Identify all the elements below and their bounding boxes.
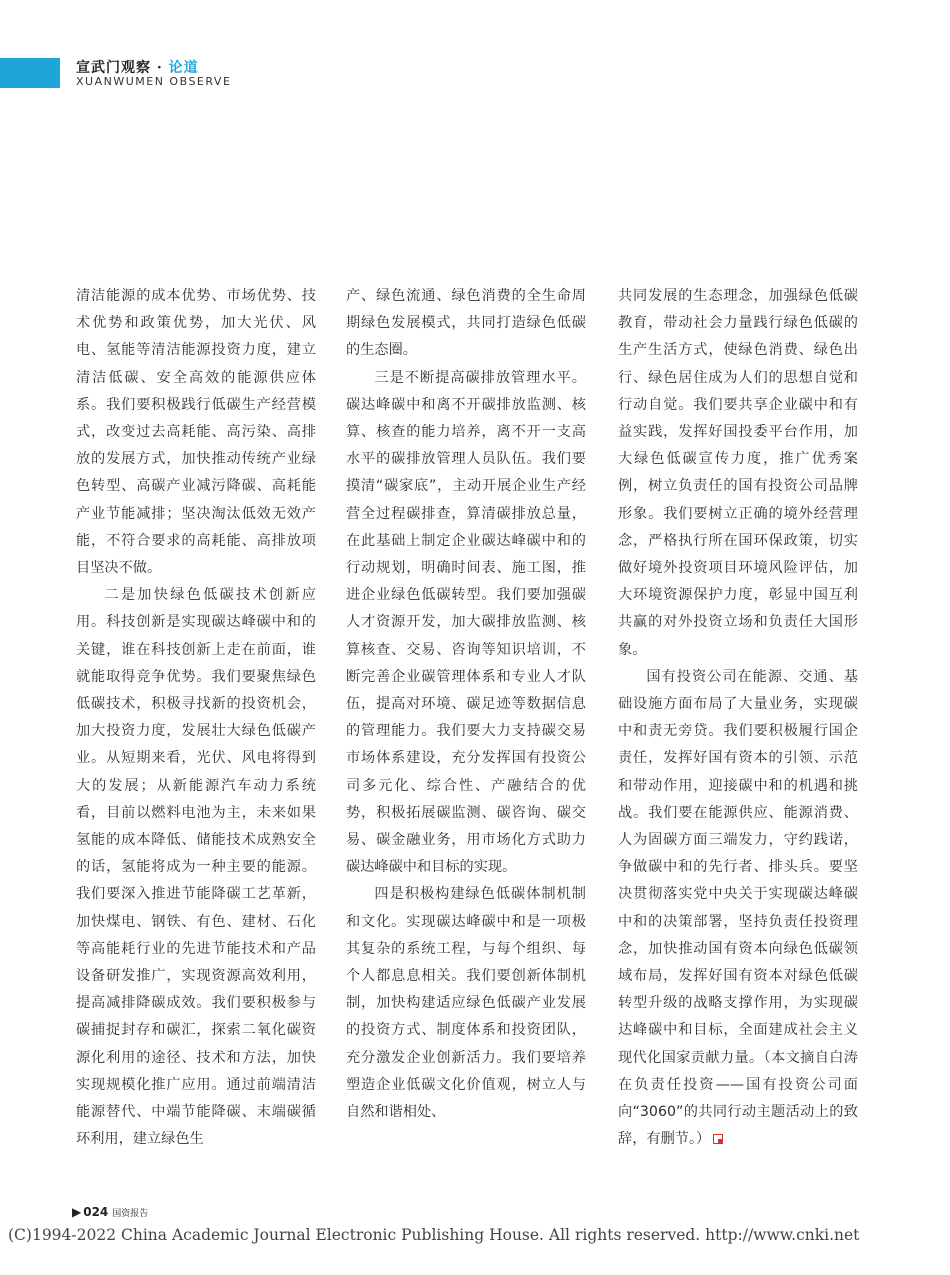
article-column-2 <box>346 283 586 1126</box>
paragraph: 三是不断提高碳排放管理水平。碳达峰碳中和离不开碳排放监测、核算、核查的能力培养，离不开一支高水平的碳排放管理人员队伍。我们要摸清“碳家底”，主动开展企业生产经营全过程碳排查，算清碳排放总量，在此基础上制定企业碳达峰碳中和的行动规划，明确时间表、施工图，推进企业绿色低碳转型。我们要加强碳人才资源开发，加大碳排放监测、核算核查、交易、咨询等知识培训，不断完善企业碳管理体系和专业人才队伍，提高对环境、碳足迹等数据信息的管理能力。我们要大力支持碳交易市场体系建设，充分发挥国有投资公司多元化、综合性、产融结合的优势，积极拓展碳监测、碳咨询、碳交易、碳金融业务，用市场化方式助力碳达峰碳中和目标的实现。 <box>346 369 586 876</box>
section-title-accent: 论道 <box>168 60 199 76</box>
page-footer <box>72 1205 148 1219</box>
header-accent-bar <box>0 58 60 88</box>
magazine-name: 国资报告 <box>112 1209 149 1219</box>
page-marker-icon: ▶ <box>72 1205 82 1219</box>
section-title-main: 宣武门观察 · <box>76 60 169 76</box>
section-title <box>76 57 199 77</box>
article-column-1 <box>76 283 316 1154</box>
paragraph: 清洁能源的成本优势、市场优势、技术优势和政策优势，加大光伏、风电、氢能等清洁能源投资力度，建立清洁低碳、安全高效的能源供应体系。我们要积极践行低碳生产经营模式，改变过去高耗能、高污染、高排放的发展方式，加快推动传统产业绿色转型、高碳产业减污降碳、高耗能产业节能减排；坚决淘汰低效无效产能，不符合要求的高耗能、高排放项目坚决不做。 <box>76 288 316 577</box>
section-subtitle: XUANWUMEN OBSERVE <box>76 75 232 88</box>
end-mark-icon <box>713 1134 723 1144</box>
paragraph: 二是加快绿色低碳技术创新应用。科技创新是实现碳达峰碳中和的关键，谁在科技创新上走在前面，谁就能取得竞争优势。我们要聚焦绿色低碳技术，积极寻找新的投资机会，加大投资力度，发展壮大绿色低碳产业。从短期来看，光伏、风电将得到大的发展；从新能源汽车动力系统看，目前以燃料电池为主，未来如果氢能的成本降低、储能技术成熟安全的话，氢能将成为一种主要的能源。我们要深入推进节能降碳工艺革新，加快煤电、钢铁、有色、建材、石化等高能耗行业的先进节能技术和产品设备研发推广，实现资源高效利用，提高减排降碳成效。我们要积极参与碳捕捉封存和碳汇，探索二氧化碳资源化利用的途径、技术和方法，加快实现规模化推广应用。通过前端清洁能源替代、中端节能降碳、末端碳循环利用，建立绿色生 <box>76 587 316 1148</box>
paragraph-final <box>618 664 858 1154</box>
paragraph: 四是积极构建绿色低碳体制机制和文化。实现碳达峰碳中和是一项极其复杂的系统工程，与每个组织、每个人都息息相关。我们要创新体制机制，加快构建适应绿色低碳产业发展的投资方式、制度体系和投资团队，充分激发企业创新活力。我们要培养塑造企业低碳文化价值观，树立人与自然和谐相处、 <box>346 886 586 1121</box>
copyright-notice: (C)1994-2022 China Academic Journal Electronic Publishing House. All rights reserved. http://www.cnki.net <box>8 1226 860 1244</box>
article-column-3 <box>618 283 858 1154</box>
page-number: 024 <box>83 1205 109 1219</box>
paragraph: 产、绿色流通、绿色消费的全生命周期绿色发展模式，共同打造绿色低碳的生态圈。 <box>346 288 586 359</box>
paragraph: 共同发展的生态理念，加强绿色低碳教育，带动社会力量践行绿色低碳的生产生活方式，使绿色消费、绿色出行、绿色居住成为人们的思想自觉和行动自觉。我们要共享企业碳中和有益实践，发挥好国投委平台作用，加大绿色低碳宣传力度，推广优秀案例，树立负责任的国有投资公司品牌形象。我们要树立正确的境外经营理念，严格执行所在国环保政策，切实做好境外投资项目环境风险评估，加大环境资源保护力度，彰显中国互利共赢的对外投资立场和负责任大国形象。 <box>618 288 858 658</box>
paragraph-text: 国有投资公司在能源、交通、基础设施方面布局了大量业务，实现碳中和责无旁贷。我们要积极履行国企责任，发挥好国有资本的引领、示范和带动作用，迎接碳中和的机遇和挑战。我们要在能源供应、能源消费、人为固碳方面三端发力，守约践诺，争做碳中和的先行者、排头兵。要坚决贯彻落实党中央关于实现碳达峰碳中和的决策部署，坚持负责任投资理念，加快推动国有资本向绿色低碳领域布局，发挥好国有资本对绿色低碳转型升级的战略支撑作用，为实现碳达峰碳中和目标，全面建成社会主义现代化国家贡献力量。（本文摘自白涛在负责任投资——国有投资公司面向“3060”的共同行动主题活动上的致辞，有删节。） <box>618 668 858 1148</box>
